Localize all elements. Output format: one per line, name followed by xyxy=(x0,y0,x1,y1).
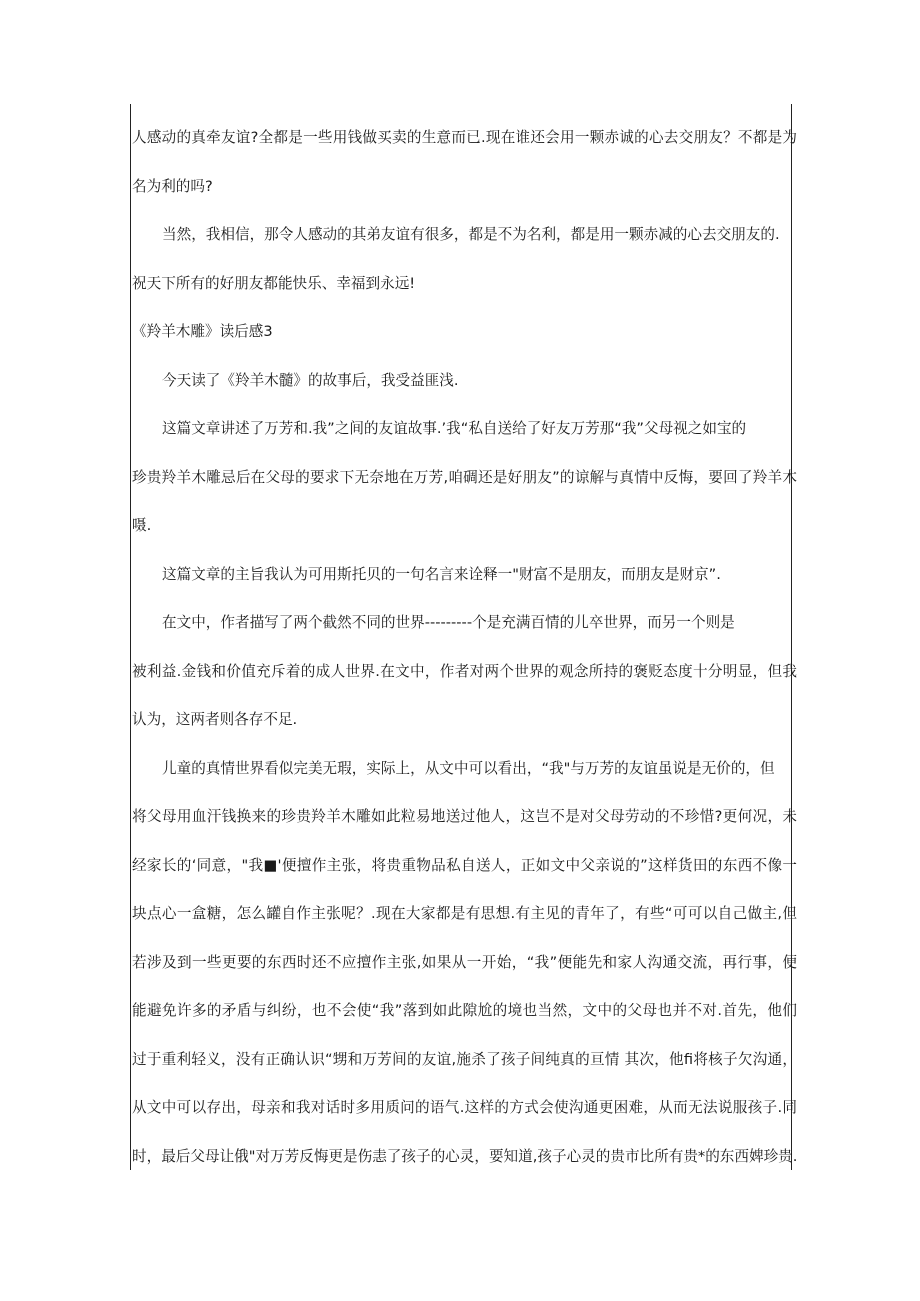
paragraph-line: 被利益.金钱和价值充斥着的成人世界.在文中，作者对两个世界的观念所持的褒贬态度十分明显，但我 xyxy=(132,662,797,680)
paragraph-line: 儿童的真情世界看似完美无瑕，实际上，从文中可以看出，“我"与万芳的友谊虽说是无价的，但 xyxy=(162,759,775,777)
paragraph-line: 认为，这两者则各存不足. xyxy=(132,711,298,728)
paragraph-line: 从文中可以存出，母亲和我对话时多用质问的语气.这样的方式会使沟通更困难，从而无法说服孩子.同 xyxy=(132,1099,797,1116)
paragraph-line: 祝天下所有的好朋友都能快乐、幸福到永远! xyxy=(132,274,416,292)
paragraph-line: 时，最后父母让俄"对万芳反悔更是伤恚了孩子的心灵，要知道,孩子心灵的贵市比所有贵*的东西婢珍贵. xyxy=(132,1147,797,1165)
body-text xyxy=(132,125,797,1192)
paragraph-line: 珍贵羚羊木雕忌后在父母的要求下无奈地在万芳,咱碉还是好朋友”的谅解与真情中反悔，要回了羚羊木 xyxy=(132,468,797,486)
paragraph-line: 在文中，作者描写了两个截然不同的世界---------个是充满百情的儿卒世界，而另一个则是 xyxy=(162,614,735,631)
paragraph-line: 当然，我相信，那令人感动的其弟友谊有很多，都是不为名利，都是用一颗赤减的心去交朋友的. xyxy=(162,226,780,243)
left-margin-rule xyxy=(130,104,131,1170)
paragraph-line: 人感动的真牵友谊?全都是一些用钱做买卖的生意而已.现在谁还会用一颗赤诚的心去交朋友？不都是为 xyxy=(132,129,797,146)
section-heading: 《羚羊木雕》读后感3 xyxy=(132,323,273,340)
paragraph-line: 能避免许多的矛盾与纠纷，也不会使“我”落到如此隙尬的境也当然，文中的父母也并不对.首先，他们 xyxy=(132,1002,797,1019)
paragraph-line: 名为利的吗? xyxy=(132,177,213,195)
paragraph-line: 这篇文章的主旨我认为可用斯托贝的一句名言来诠释一"财富不是朋友，而朋友是财京”. xyxy=(162,565,721,583)
paragraph-line: 将父母用血汗钱换来的珍贵羚羊木雕如此粒易地送过他人，这岂不是对父母劳动的不珍惜?更何况，未 xyxy=(132,808,797,825)
paragraph-line: 嗫. xyxy=(132,517,152,534)
paragraph-line: 若涉及到一些更要的东西时还不应擅作主张,如果从一开始，“我”便能先和家人沟通交流，再行事，便 xyxy=(132,953,797,971)
paragraph-line: 经家长的‘同意，"我■'便擅作主张，将贵重物品私自送人，正如文中父亲说的”这样货田的东西不像一 xyxy=(132,856,797,874)
paragraph-line: 块点心一盒糖，怎么罐自作主张呢？.现在大家都是有思想.有主见的青年了，有些“可可以自己做主,但 xyxy=(132,905,797,922)
paragraph-line: 今天读了《羚羊木髓》的故事后，我受益匪浅. xyxy=(162,371,459,389)
paragraph-line: 这篇文章讲述了万芳和.我”之间的友谊故事.’我“私自送给了好友万芳那“我”父母视之如宝的 xyxy=(162,420,747,437)
paragraph-line: 过于重利轻义，没有正确认识“甥和万芳间的友谊,施杀了孩子间纯真的亘情 其次，他fi将核子欠沟通， xyxy=(132,1050,797,1068)
